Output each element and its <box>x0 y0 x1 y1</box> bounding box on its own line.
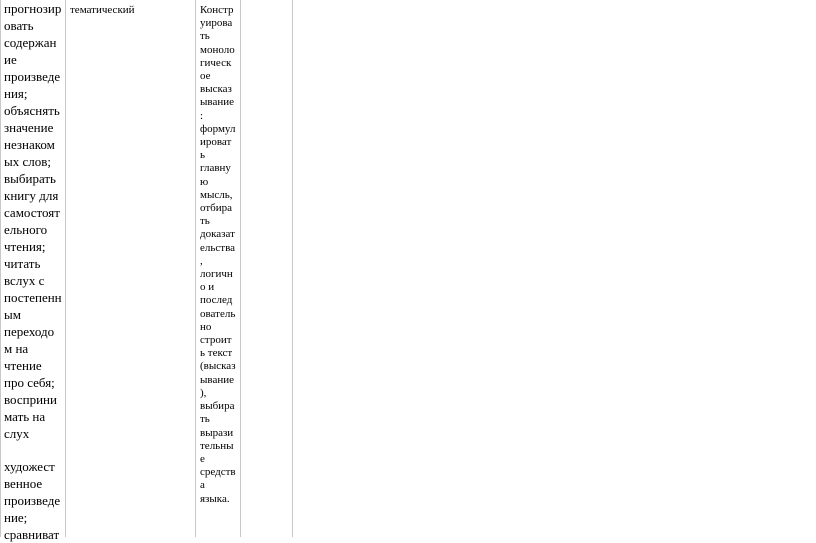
activity-line: главну <box>200 162 231 175</box>
activity-line: ироват <box>200 136 232 149</box>
activity-line: формул <box>200 122 236 135</box>
activity-line: мысль, <box>200 188 233 201</box>
skills-line: ым <box>4 307 21 322</box>
skills-line: ие <box>4 52 17 67</box>
skills-line: овать <box>4 18 34 33</box>
table-cell-activity <box>200 4 240 506</box>
skills-line: венное <box>4 476 43 491</box>
activity-line: гическ <box>200 56 232 69</box>
activity-line: ь <box>200 149 206 162</box>
activity-line: ельства <box>200 241 236 254</box>
activity-line: ывание <box>200 96 234 109</box>
activity-line: ть <box>200 30 210 43</box>
skills-line: ельного <box>4 222 48 237</box>
skills-line: ния; <box>4 86 28 101</box>
table-border-col4 <box>292 0 293 537</box>
table-border-col1 <box>65 0 66 537</box>
activity-line: Констр <box>200 4 234 16</box>
activity-line: тельны <box>200 439 234 452</box>
skills-text-part1 <box>4 0 64 442</box>
activity-text <box>200 4 240 506</box>
table-border-col2 <box>195 0 196 537</box>
activity-line: ое <box>200 70 211 83</box>
skills-line: вслух с <box>4 273 45 288</box>
activity-line: ть <box>200 413 210 426</box>
activity-line: средств <box>200 466 236 479</box>
skills-line: ние; <box>4 510 28 525</box>
skills-line: выбирать <box>4 171 56 186</box>
skills-line: самостоят <box>4 205 60 220</box>
activity-line: ь текст <box>200 347 233 360</box>
skills-line: м на <box>4 341 29 356</box>
skills-line: чтение <box>4 358 42 373</box>
skills-line: произведе <box>4 69 61 84</box>
skills-line: мать на <box>4 409 46 424</box>
activity-line: , <box>200 254 203 267</box>
lesson-type-text: тематический <box>70 4 135 16</box>
skills-line: про себя; <box>4 375 55 390</box>
skills-line: содержан <box>4 35 57 50</box>
skills-line: читать <box>4 256 41 271</box>
activity-line: отбира <box>200 202 233 215</box>
activity-line: языка. <box>200 492 230 505</box>
table-cell-type <box>70 3 190 17</box>
skills-line: значение <box>4 120 54 135</box>
skills-line: восприни <box>4 392 57 407</box>
activity-line: но <box>200 320 212 333</box>
skills-line: объяснять <box>4 103 60 118</box>
activity-line: моноло <box>200 43 235 56</box>
table-border-col3 <box>240 0 241 537</box>
skills-text-part2 <box>4 458 64 543</box>
table-border-left <box>0 0 1 537</box>
activity-line: уирова <box>200 17 233 30</box>
activity-line: ть <box>200 215 210 228</box>
skills-line: ых слов; <box>4 154 51 169</box>
activity-line: ывание <box>200 373 234 386</box>
skills-line: слух <box>4 426 30 441</box>
activity-line: послед <box>200 294 233 307</box>
activity-line: : <box>200 109 204 122</box>
skills-line: чтения; <box>4 239 46 254</box>
table-cell-skills <box>4 0 64 543</box>
skills-line: переходо <box>4 324 55 339</box>
activity-line: вырази <box>200 426 234 439</box>
skills-line: сравниват <box>4 527 60 542</box>
activity-line: доказат <box>200 228 235 241</box>
activity-line: выбира <box>200 400 235 413</box>
activity-line: ), <box>200 386 207 399</box>
activity-line: ователь <box>200 307 236 320</box>
skills-line: постепенн <box>4 290 62 305</box>
skills-line: незнаком <box>4 137 55 152</box>
skills-line: книгу для <box>4 188 59 203</box>
activity-line: высказ <box>200 83 232 96</box>
activity-line: строит <box>200 334 232 347</box>
activity-line: ю <box>200 175 209 188</box>
activity-line: е <box>200 452 205 465</box>
activity-line: о и <box>200 281 215 294</box>
activity-line: а <box>200 479 205 492</box>
skills-line: прогнозир <box>4 1 62 16</box>
activity-line: логичн <box>200 268 233 281</box>
activity-line: (высказ <box>200 360 236 373</box>
skills-line: произведе <box>4 493 61 508</box>
skills-line: художест <box>4 459 55 474</box>
